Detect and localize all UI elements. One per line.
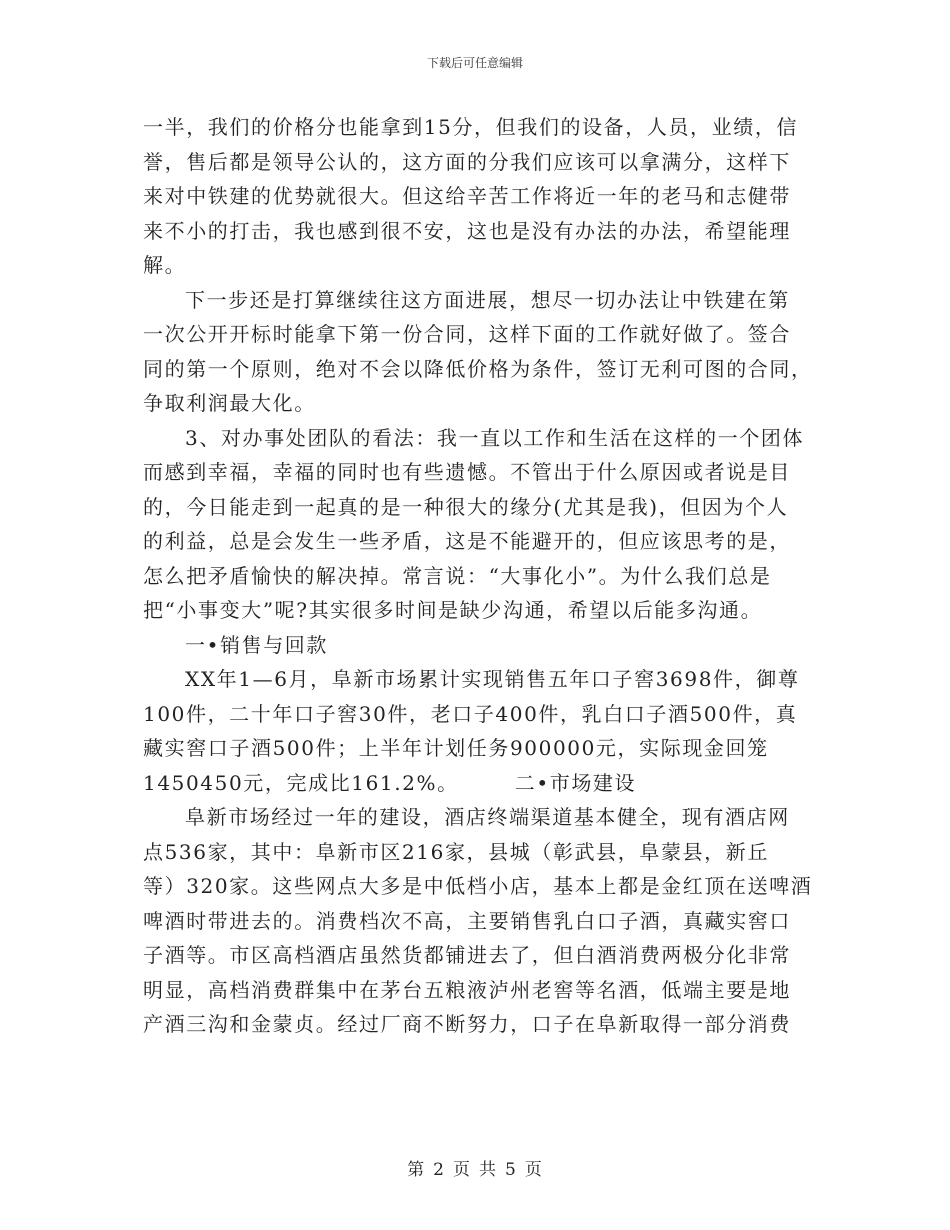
page-footer xyxy=(0,1155,950,1180)
text-line: 产酒三沟和金蒙贞。经过厂商不断努力，口子在阜新取得一部分消费 xyxy=(143,1012,791,1036)
section-heading-sales xyxy=(143,628,807,663)
text-line: 誉，售后都是领导公认的，这方面的分我们应该可以拿满分，这样下 xyxy=(143,149,791,174)
text-segment: 1450450元，完成比161.2%。 xyxy=(143,770,459,795)
text-line: 啤酒时带进去的。消费档次不高，主要销售乳白口子酒，真藏实窖口 xyxy=(143,908,791,933)
text-line: 下一步还是打算继续往这方面进展，想尽一切办法让中铁建在第 xyxy=(185,287,790,312)
text-line: 来不小的打击，我也感到很不安，这也是没有办法的办法，希望能理 xyxy=(143,218,791,243)
total-unit: 页 xyxy=(524,1160,543,1180)
text-line: 点536家，其中：阜新市区216家，县城（彰武县，阜蒙县，新丘 xyxy=(143,839,769,864)
page-unit: 页 xyxy=(453,1160,471,1180)
text-line: XX年1—6月，阜新市场累计实现销售五年口子窖3698件，御尊 xyxy=(185,667,800,691)
paragraph-1 xyxy=(143,110,807,283)
page-total: 5 xyxy=(505,1160,517,1180)
text-line-with-heading xyxy=(143,766,807,801)
text-line: 藏实窖口子酒500件；上半年计划任务900000元，实际现金回笼 xyxy=(143,736,769,760)
text-line: 一次公开开标时能拿下第一份合同，这样下面的工作就好做了。签合 xyxy=(143,322,791,346)
page-header: 下载后可任意编辑 xyxy=(426,56,523,70)
paragraph-2 xyxy=(143,283,813,421)
text-line: 的利益，总是会发生一些矛盾，这是不能避开的，但应该思考的是， xyxy=(143,529,791,553)
text-line: 把“小事变大”呢?其实很多时间是缺少沟通，希望以后能多沟通。 xyxy=(143,598,763,622)
text-line: 一半，我们的价格分也能拿到15分，但我们的设备，人员，业绩，信 xyxy=(143,115,799,139)
paragraph-5 xyxy=(143,800,813,1042)
text-line: 明显，高档消费群集中在茅台五粮液泸州老窖等名酒，低端主要是地 xyxy=(143,977,791,1002)
text-line: 争取利润最大化。 xyxy=(143,391,316,415)
text-line: 的，今日能走到一起真的是一种很大的缘分(尤其是我)，但因为个人 xyxy=(143,494,789,519)
text-line: 子酒等。市区高档酒店虽然货都铺进去了，但白酒消费两极分化非常 xyxy=(143,943,791,967)
text-line: 等）320家。这些网点大多是中低档小店，基本上都是金红顶在送啤酒 xyxy=(143,874,813,898)
page-label: 第 xyxy=(407,1160,426,1180)
text-line: 来对中铁建的优势就很大。但这给辛苦工作将近一年的老马和志健带 xyxy=(143,184,791,208)
total-label: 共 xyxy=(479,1160,497,1180)
section-heading-market: 二•市场建设 xyxy=(514,770,637,795)
text-line: 怎么把矛盾愉快的解决掉。常言说：“大事化小”。为什么我们总是 xyxy=(143,563,772,588)
text-line: 解。 xyxy=(143,253,187,277)
paragraph-4 xyxy=(143,662,807,800)
text-line: 100件，二十年口子窖30件，老口子400件，乳白口子酒500件，真 xyxy=(143,701,798,726)
document-body xyxy=(143,110,813,1042)
paragraph-3 xyxy=(143,421,807,628)
page-current: 2 xyxy=(433,1160,445,1180)
text-line: 阜新市场经过一年的建设，酒店终端渠道基本健全，现有酒店网 xyxy=(185,805,790,829)
text-line: 而感到幸福，幸福的同时也有些遗憾。不管出于什么原因或者说是目 xyxy=(143,460,791,484)
text-line: 同的第一个原则，绝对不会以降低价格为条件，签订无利可图的合同， xyxy=(143,356,813,381)
text-line: 3、对办事处团队的看法：我一直以工作和生活在这样的一个团体 xyxy=(185,425,805,450)
heading-text: 一•销售与回款 xyxy=(185,632,328,657)
